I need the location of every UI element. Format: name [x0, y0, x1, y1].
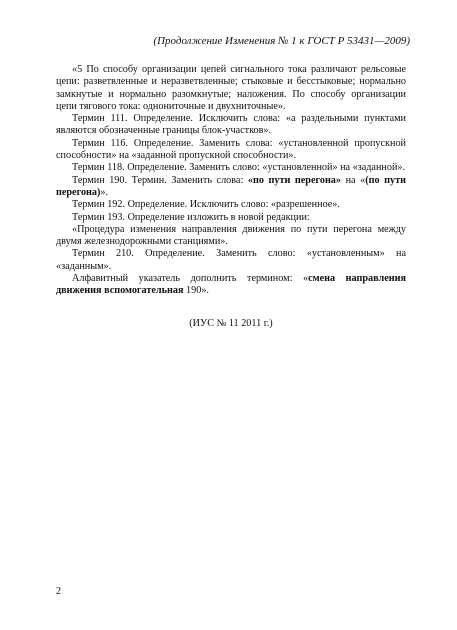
paragraph: Термин 116. Определение. Заменить слова: «установленной пропускной способности» на «заданной пропускной способности».	[56, 137, 406, 162]
paragraph: Термин 210. Определение. Заменить слово: «установленным» на «заданным».	[56, 248, 406, 272]
bold-term: «по пути перегона»	[247, 174, 341, 186]
text-run: ».	[100, 186, 109, 198]
paragraph	[56, 273, 406, 298]
bold-term: смена направления движения вспомогательная	[56, 273, 407, 297]
paragraph: Термин 192. Определение. Исключить слово: «разрешенное».	[72, 199, 340, 211]
paragraph: «5 По способу организации цепей сигнального тока различают рельсовые цепи: разветвленные и неразветвленные; стыковые и бесстыковые; нормально замкнутые и нормально разомкнутые; наложения. По способу организации цепи тягового тока: однониточные и двухниточные».	[56, 64, 406, 112]
text-run: Алфавитный указатель дополнить термином: «	[72, 273, 309, 285]
bold-term: (по пути перегона)	[56, 174, 406, 198]
paragraph: Термин 118. Определение. Заменить слово: «установленной» на «заданной».	[72, 162, 406, 174]
text-run: Термин 190. Термин. Заменить слова:	[72, 174, 248, 186]
paragraph: «Процедура изменения направления движения по пути перегона между двумя железнодорожными станциями».	[56, 223, 406, 248]
paragraph: Термин 193. Определение изложить в новой редакции:	[72, 211, 310, 223]
text-run: 190».	[183, 285, 209, 297]
paragraph	[56, 175, 406, 200]
document-body	[56, 64, 406, 298]
paragraph: Термин 111. Определение. Исключить слова: «а раздельными пунктами являются обозначенные границы блок-участков».	[56, 113, 406, 137]
page-header: (Продолжение Изменения № 1 к ГОСТ Р 53431—2009)	[153, 35, 410, 47]
text-run: на «	[341, 174, 366, 186]
page-number: 2	[56, 586, 61, 597]
publication-note: (ИУС № 11 2011 г.)	[189, 318, 273, 329]
